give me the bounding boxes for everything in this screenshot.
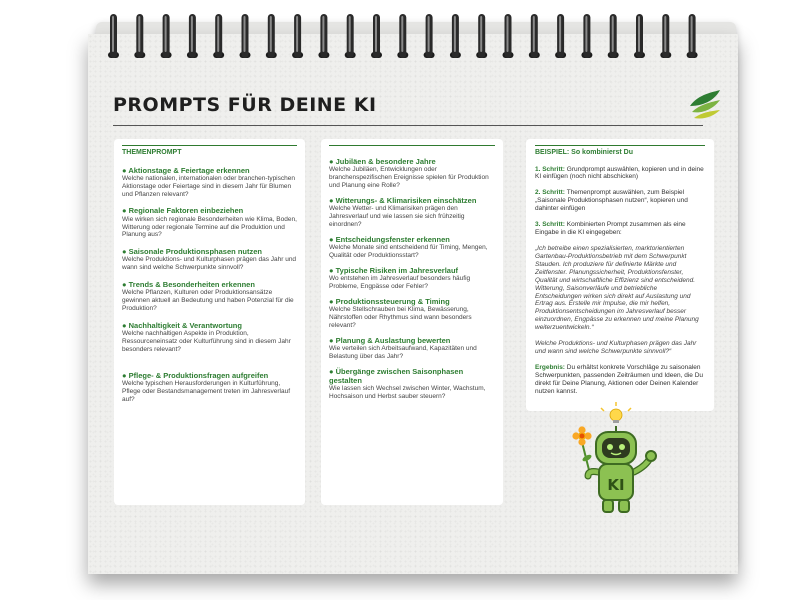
step-label: 1. Schritt:: [535, 165, 565, 173]
result-text: Du erhältst konkrete Vorschläge zu saisonalen Schwerpunkten, passenden Zeiträumen und Ideen, die Du direkt für Deine Planung, Aktionen oder Deinen Kalender nutzen kannst.: [535, 363, 704, 395]
column-themenprompt: [114, 139, 305, 505]
result: [535, 364, 705, 396]
prompt-item: [122, 321, 297, 354]
prompt-item-description: Welche Stellschrauben bei Klima, Bewässerung, Nährstoffen oder Rhythmus sind wann besonders relevant?: [329, 305, 472, 329]
column-heading: THEMENPROMPT: [122, 149, 182, 156]
prompt-item-title: [329, 157, 495, 166]
step-3: [535, 221, 705, 237]
prompt-item-description: Welche typischen Herausforderungen in Kulturführung, Pflege oder Bestandsmanagement treten im Jahresverlauf auf?: [122, 380, 291, 404]
prompt-item-title-text: Übergänge zwischen Saisonphasen gestalten: [329, 366, 464, 385]
prompt-item-title: [329, 196, 495, 205]
example-topic-quote: Welche Produktions- und Kulturphasen prägen das Jahr und wann sind welche Schwerpunkte sinnvoll?“: [535, 340, 697, 356]
prompt-item: [122, 371, 297, 404]
bullet-icon: ●: [122, 280, 129, 290]
prompt-item-title-text: Regionale Faktoren einbeziehen: [128, 206, 244, 216]
prompt-item-title: [329, 266, 495, 275]
prompt-item-title: [122, 371, 297, 380]
bullet-icon: ●: [329, 265, 336, 275]
prompt-item: [329, 196, 495, 229]
flower-icon: [572, 426, 592, 474]
prompt-item-title-text: Jubiläen & besondere Jahre: [335, 157, 436, 166]
bullet-icon: ●: [329, 335, 336, 345]
bullet-icon: ●: [122, 247, 129, 257]
bullet-icon: ●: [122, 206, 129, 216]
prompt-item-title: [122, 280, 297, 289]
prompt-item-title: [329, 235, 495, 244]
bullet-icon: ●: [122, 321, 129, 331]
prompt-item-description: Welche Produktions- und Kulturphasen prägen das Jahr und wann sind welche Schwerpunkte sinnvoll?: [122, 256, 297, 272]
step-2: [535, 189, 705, 213]
bullet-icon: ●: [329, 195, 336, 205]
result-label: Ergebnis:: [535, 363, 565, 371]
prompt-item-title-text: Witterungs- & Klimarisiken einschätzen: [335, 195, 477, 205]
lightbulb-icon: [601, 402, 631, 423]
prompt-item-title-text: Trends & Besonderheiten erkennen: [128, 280, 255, 290]
prompt-item: [122, 247, 297, 272]
prompt-item-title-text: Planung & Auslastung bewerten: [335, 335, 451, 345]
prompt-item: [329, 336, 495, 361]
prompt-item-description: Wie wirken sich regionale Besonderheiten wie Klima, Boden, Witterung oder regionale Termine auf die Produktion und Planung aus?: [122, 215, 297, 239]
prompt-item: [329, 297, 495, 330]
prompt-item: [122, 280, 297, 313]
prompt-item-title-text: Typische Risiken im Jahresverlauf: [335, 265, 459, 275]
prompt-item-title: [122, 206, 297, 215]
page-title: PROMPTS FÜR DEINE KI: [113, 94, 377, 116]
prompt-item: [122, 166, 297, 199]
step-1: [535, 166, 705, 182]
step-label: 2. Schritt:: [535, 189, 565, 197]
step-text: Grundprompt auswählen, kopieren und in deine KI einfügen (noch nicht abschicken): [535, 165, 704, 181]
bullet-icon: ●: [329, 366, 336, 376]
prompt-item: [329, 367, 495, 401]
prompt-item-description: Welche Jubiläen, Entwicklungen oder branchenspezifischen Ereignisse spielen für Produktion und Planung eine Rolle?: [329, 166, 489, 189]
prompt-item-description: Welche Monate sind entscheidend für Timing, Mengen, Qualität oder Produktionsstart?: [329, 243, 488, 259]
column-example: [526, 139, 714, 411]
bullet-icon: ●: [329, 157, 336, 166]
prompt-item-description: Wo entstehen im Jahresverlauf besonders häufig Probleme, Engpässe oder Fehler?: [329, 274, 471, 290]
prompt-item-title: [122, 166, 297, 175]
prompt-item-title: [329, 336, 495, 345]
column-themenprompt-2: [321, 139, 503, 505]
example-prompt-quote: „Ich betreibe einen spezialisierten, marktorientierten Gartenbau-Produktionsbetrieb mit dem Schwerpunkt Stauden. Ich produziere für definierte Märkte und Zeitfenster. Planungssicherheit, Produktionsfenster, Qualität und wirtschaftliche Effizienz sind entscheidend. Witterung, Saisonverläufe und betriebliche Entscheidungen wirken sich direkt auf Auslastung und Ertrag aus. Erstelle mir Impulse, die mir helfen, Produktionsentscheidungen im Jahresverlauf besser einzuordnen, Engpässe zu erkennen und meine Planung weiterzuentwickeln.“: [535, 244, 699, 332]
prompt-item-title: [122, 321, 297, 330]
prompt-item-description: Wie verteilen sich Arbeitsaufwand, Kapazitäten und Belastung über das Jahr?: [329, 344, 477, 360]
bullet-icon: ●: [122, 371, 129, 381]
bullet-icon: ●: [122, 165, 129, 175]
prompt-item-description: Wie lassen sich Wechsel zwischen Winter, Wachstum, Hochsaison und Herbst sauber steuern?: [329, 384, 486, 400]
step-text: Kombinierten Prompt zusammen als eine Eingabe in die KI eingegeben:: [535, 221, 686, 237]
prompt-item: [122, 206, 297, 239]
prompt-item-title-text: Saisonale Produktionsphasen nutzen: [128, 247, 262, 257]
prompt-item: [329, 235, 495, 260]
column-divider: [122, 145, 297, 146]
prompt-item-title-text: Produktionssteuerung & Timing: [335, 296, 450, 306]
prompt-item-description: Welche Wetter- und Klimarisiken prägen den Jahresverlauf und wie lassen sie sich frühzeitig einordnen?: [329, 205, 465, 228]
leaf-logo-icon: [686, 84, 724, 122]
prompt-item-description: Welche nachhaltigen Aspekte in Produktion, Ressourceneinsatz oder Kulturführung sind in diesem Jahr besonders relevant?: [122, 330, 291, 354]
prompt-item-title-text: Aktionstage & Feiertage erkennen: [128, 165, 250, 175]
prompt-item-title-text: Pflege- & Produktionsfragen aufgreifen: [128, 371, 269, 381]
column-divider: [329, 145, 495, 146]
step-text: Themenprompt auswählen, zum Beispiel „Saisonale Produktionsphasen nutzen“, kopieren und dahinter einfügen: [535, 189, 688, 213]
mascot-badge-text: KI: [607, 476, 625, 494]
prompt-item-title: [122, 247, 297, 256]
column-heading: BEISPIEL: So kombinierst Du: [535, 149, 634, 156]
bullet-icon: ●: [329, 234, 336, 244]
prompt-item-description: Welche nationalen, internationalen oder branchen-typischen Aktionstage oder Feiertage sind in diesem Jahr für Blumen und Pflanzen relevant?: [122, 174, 295, 198]
prompt-item-title-text: Nachhaltigkeit & Verantwortung: [128, 321, 242, 331]
prompt-item-title: [329, 297, 495, 306]
column-divider: [535, 145, 705, 146]
robot-mascot-icon: [566, 402, 684, 520]
prompt-item-description: Welche Pflanzen, Kulturen oder Produktionsansätze gewinnen aktuell an Bedeutung und haben Potenzial für die Produktion?: [122, 289, 294, 313]
step-label: 3. Schritt:: [535, 221, 565, 229]
prompt-item: [329, 266, 495, 291]
prompt-item: [329, 157, 495, 190]
prompt-item-title-text: Entscheidungsfenster erkennen: [335, 234, 450, 244]
bullet-icon: ●: [329, 296, 336, 306]
prompt-item-title: [329, 367, 495, 385]
title-divider: [113, 125, 703, 126]
